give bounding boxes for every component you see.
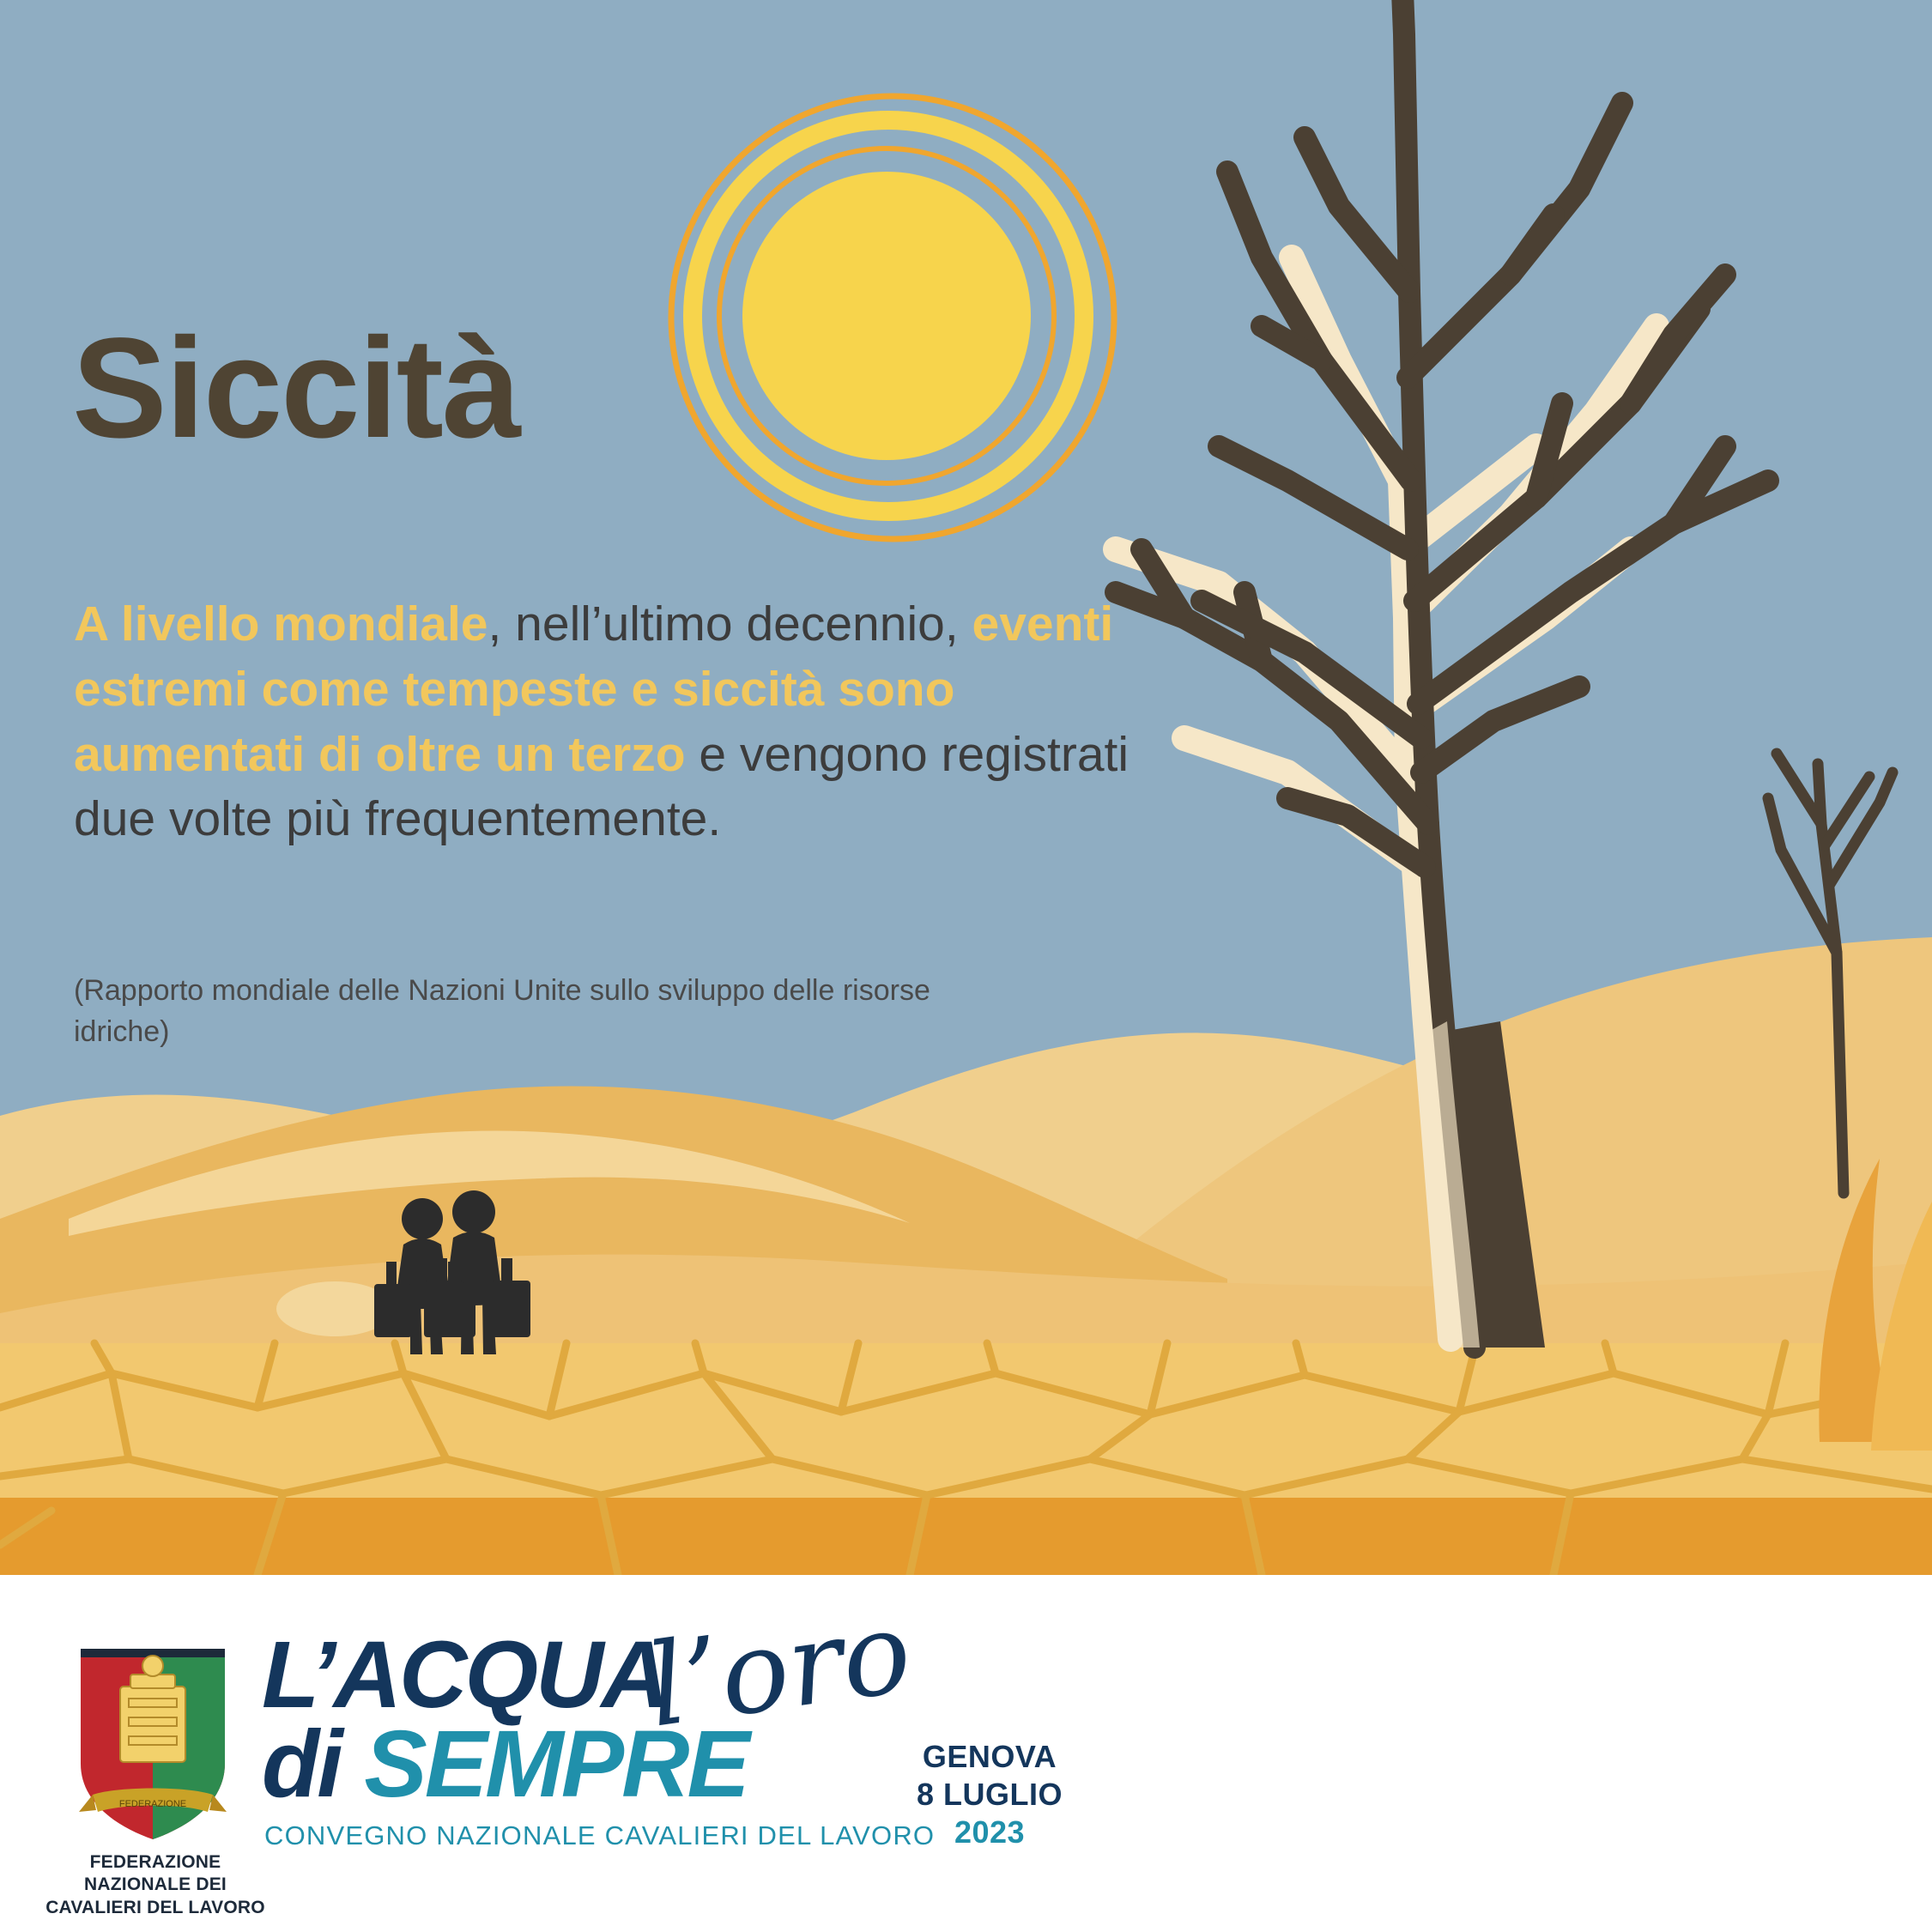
logo-script-oro: l’oro bbox=[639, 1585, 919, 1753]
logo-di: di bbox=[262, 1711, 365, 1817]
body-highlight-1: A livello mondiale bbox=[74, 597, 488, 651]
body-plain-1: , nell’ultimo decennio, bbox=[488, 597, 959, 651]
event-year: 2023 bbox=[954, 1814, 1026, 1850]
logo-line-acqua: L’ACQUA bbox=[262, 1622, 667, 1728]
federation-crest-icon bbox=[67, 1635, 239, 1850]
event-city: GENOVA bbox=[922, 1739, 1057, 1774]
ground-shadow bbox=[0, 1498, 1932, 1575]
logo-subtitle: CONVEGNO NAZIONALE CAVALIERI DEL LAVORO bbox=[264, 1820, 936, 1850]
body-highlight-2: eventi estremi come tempeste e siccità sono aumentati di oltre un terzo bbox=[74, 597, 1114, 782]
body-paragraph bbox=[74, 592, 1181, 852]
logo-sempre: SEMPRE bbox=[364, 1711, 748, 1817]
body-plain-2: e vengono registrati due volte più frequentemente. bbox=[74, 726, 1130, 847]
svg-text:FEDERAZIONE: FEDERAZIONE bbox=[118, 1799, 187, 1809]
event-date: 8 LUGLIO bbox=[916, 1776, 1063, 1812]
source-citation: (Rapporto mondiale delle Nazioni Unite sullo sviluppo delle risorse idriche) bbox=[74, 974, 930, 1049]
federation-name: FEDERAZIONE NAZIONALE DEI CAVALIERI DEL LAVORO bbox=[45, 1852, 265, 1917]
event-details bbox=[874, 1738, 1105, 1851]
footer bbox=[0, 1575, 1932, 1932]
sun-disc bbox=[742, 172, 1031, 460]
page-title: Siccità bbox=[72, 309, 520, 468]
